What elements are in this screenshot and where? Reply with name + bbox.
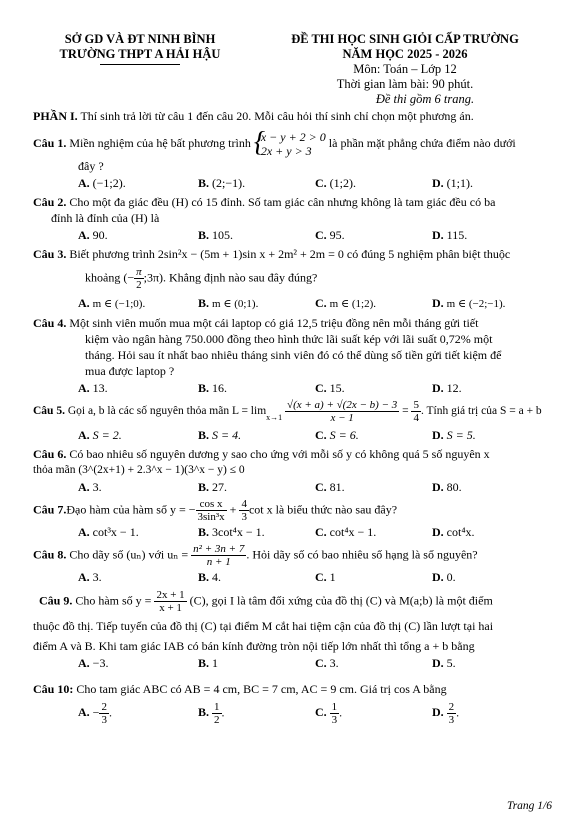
question-3 — [33, 246, 555, 312]
option-text: (1;1). — [446, 176, 473, 190]
fraction-numerator: 2 — [448, 701, 455, 714]
question-10-label: Câu 10: — [33, 682, 74, 697]
option-text: 1 — [212, 656, 219, 671]
inequality-system — [253, 127, 326, 158]
option-label: B. — [198, 570, 210, 585]
option-text: 105. — [212, 228, 234, 242]
option-label: C. — [315, 656, 327, 671]
option-b[interactable] — [198, 569, 315, 585]
option-c[interactable] — [315, 569, 432, 585]
option-text: 3cot⁴x − 1. — [212, 525, 265, 540]
option-label: D. — [432, 705, 444, 720]
option-label: D. — [432, 381, 444, 395]
question-4-stem — [33, 315, 555, 331]
question-7 — [33, 498, 555, 540]
fraction-denominator: 3 — [101, 714, 107, 727]
question-5-text: Gọi a, b là các số nguyên thỏa mãn L = lim — [64, 405, 267, 418]
question-2 — [33, 194, 555, 243]
question-3-question: . Khẳng định nào sau đây đúng? — [163, 270, 318, 285]
option-label: B. — [198, 480, 210, 495]
question-1 — [33, 127, 555, 191]
function-fraction — [154, 589, 186, 614]
option-text: 12. — [446, 381, 462, 395]
option-label: B. — [198, 705, 210, 720]
option-text: (2;−1). — [212, 176, 246, 190]
question-9-text-3: điểm A và B. Khi tam giác IAB có bán kính đường tròn nội tiếp lớn nhất thì tổng a + b bằng — [33, 639, 475, 654]
option-label: C. — [315, 428, 327, 443]
interval-intro: khoảng — [85, 270, 124, 285]
option-text: m ∈ (1;2). — [329, 298, 377, 310]
question-9-options — [33, 655, 555, 671]
option-a[interactable] — [33, 175, 198, 191]
option-label: A. — [78, 428, 90, 443]
option-text: cot⁴x. — [446, 525, 475, 540]
question-6-stem — [33, 446, 555, 462]
question-6-text: Có bao nhiêu số nguyên dương y sao cho ứng với mỗi số y có không quá 5 số nguyên x — [66, 447, 490, 462]
option-text: S = 5. — [446, 428, 476, 443]
option-text: 95. — [329, 228, 345, 242]
limit-fraction — [285, 399, 399, 424]
option-label: D. — [432, 570, 444, 585]
option-label: D. — [432, 525, 444, 540]
option-a[interactable] — [33, 227, 198, 243]
option-d[interactable] — [432, 175, 542, 191]
fraction-numerator: 1 — [331, 701, 338, 714]
option-text: 80. — [446, 480, 462, 495]
question-10-stem — [33, 681, 555, 697]
question-5-stem — [33, 399, 555, 426]
question-3-options — [33, 295, 555, 312]
option-label: B. — [198, 428, 210, 443]
fraction-numerator: 2x + 1 — [156, 589, 185, 602]
question-7-text: Đạo hàm của hàm số y = − — [66, 502, 196, 517]
question-6 — [33, 446, 555, 495]
question-9-text-2: thuộc đồ thị. Tiếp tuyến của đồ thị (C) tại điểm M cắt hai tiệm cận của đồ thị (C) lần lượt tại hai — [33, 619, 494, 634]
fraction-numerator: 2 — [101, 701, 107, 714]
option-c[interactable] — [315, 380, 432, 396]
part1-label: PHẦN I. — [33, 109, 78, 123]
option-label: A. — [78, 480, 90, 495]
option-text: S = 4. — [212, 428, 242, 443]
question-4-label: Câu 4. — [33, 316, 67, 330]
option-label: C. — [315, 228, 327, 242]
option-label: B. — [198, 176, 210, 190]
question-7-label: Câu 7. — [33, 502, 67, 517]
fraction-numerator: 5 — [413, 399, 419, 411]
option-d[interactable] — [432, 569, 542, 585]
option-text: m ∈ (−2;−1). — [446, 298, 506, 310]
question-6-label: Câu 6. — [33, 447, 67, 462]
option-text: 1 — [329, 570, 336, 585]
option-label: B. — [198, 228, 210, 242]
option-label: A. — [78, 176, 90, 190]
question-3-stem — [33, 246, 555, 262]
option-label: C. — [315, 525, 327, 540]
fraction-numerator: π — [136, 266, 142, 278]
question-9-label: Câu 9. — [39, 593, 73, 608]
exam-content — [33, 108, 555, 729]
option-label: A. — [78, 525, 90, 540]
inequality-2: 2x + y > 3 — [260, 144, 312, 158]
school-name: TRƯỜNG THPT A HẢI HẬU — [59, 47, 221, 61]
question-7-stem — [33, 498, 555, 523]
part1-text: Thí sinh trả lời từ câu 1 đến câu 20. Mỗi câu hỏi thí sinh chỉ chọn một phương án. — [77, 109, 474, 123]
option-b[interactable]: B. $\frac{1}{2}$ . — [198, 701, 225, 727]
option-d[interactable] — [432, 380, 542, 396]
fraction-numerator: n² + 3n + 7 — [193, 543, 245, 556]
question-8-label: Câu 8. — [33, 547, 67, 562]
fraction-denominator: 3 — [448, 714, 455, 727]
option-label: A. — [78, 705, 90, 720]
question-4-text: Một sinh viên muốn mua một cái laptop có giá 12,5 triệu đồng nên mỗi tháng gửi tiết — [66, 316, 479, 330]
question-1-text-end: đây ? — [78, 159, 104, 173]
option-d[interactable] — [432, 227, 542, 243]
question-9-text: Cho hàm số y = — [72, 593, 155, 608]
option-sign: − — [92, 705, 100, 720]
question-1-stem — [33, 127, 555, 158]
part1-instruction — [33, 108, 555, 124]
option-label: B. — [198, 296, 210, 310]
question-4-options — [33, 380, 555, 396]
fraction-denominator: 3 — [331, 714, 338, 727]
question-8-text: Cho dãy số (uₙ) với uₙ = — [66, 547, 192, 562]
option-label: D. — [432, 296, 444, 310]
option-label: A. — [78, 228, 90, 242]
option-label: B. — [198, 381, 210, 395]
option-label: D. — [432, 428, 444, 443]
option-text: 115. — [446, 228, 468, 242]
question-2-label: Câu 2. — [33, 195, 67, 209]
question-2-stem — [33, 194, 555, 210]
option-label: C. — [315, 480, 327, 495]
option-label: D. — [432, 176, 444, 190]
question-4-text-3: tháng. Hỏi sau ít nhất bao nhiêu tháng sinh viên đó có thể dùng số tiền gửi tiết kiệm để — [85, 348, 502, 362]
option-a[interactable] — [33, 655, 198, 671]
option-b[interactable] — [198, 427, 315, 443]
option-text: S = 2. — [92, 428, 122, 443]
department-name: SỞ GD VÀ ĐT NINH BÌNH — [64, 32, 216, 46]
question-8 — [33, 543, 555, 585]
option-fraction — [99, 701, 109, 726]
limit-subscript: x→1 — [266, 413, 283, 423]
option-text: 5. — [446, 656, 456, 671]
option-label: C. — [315, 705, 327, 720]
question-8-question: . Hỏi dãy số có bao nhiêu số hạng là số nguyên? — [246, 547, 478, 562]
option-c[interactable]: C. $\frac{1}{3}$ . — [315, 701, 343, 727]
option-text: 0. — [446, 570, 456, 585]
option-d[interactable] — [432, 524, 542, 540]
question-10-text: Cho tam giác ABC có AB = 4 cm, BC = 7 cm, AC = 9 cm. Giá trị cos A bằng — [73, 682, 447, 697]
question-6-condition: thỏa mãn (3^(2x+1) + 2.3^x − 1)(3^x − y) ≤ 0 — [33, 464, 245, 477]
question-3-text: Biết phương trình 2sin²x − (5m + 1)sin x + 2m² + 2m = 0 có đúng 5 nghiệm phân biệt thuộc — [66, 247, 511, 261]
question-6-options — [33, 479, 555, 495]
option-label: C. — [315, 296, 327, 310]
question-1-options — [33, 175, 555, 191]
question-2-options — [33, 227, 555, 243]
brace-icon: { — [253, 127, 266, 158]
exam-subject: Môn: Toán – Lớp 12 — [353, 62, 457, 76]
five-fourths-fraction — [411, 399, 421, 424]
header-rule-left — [100, 64, 180, 65]
four-thirds-fraction — [239, 498, 249, 523]
option-text: cot³x − 1. — [92, 525, 139, 540]
option-label: A. — [78, 656, 90, 671]
fraction-denominator: 4 — [413, 412, 419, 424]
option-b[interactable] — [198, 380, 315, 396]
option-a[interactable] — [33, 427, 198, 443]
question-8-options — [33, 569, 555, 585]
option-label: D. — [432, 480, 444, 495]
option-fraction — [447, 701, 457, 726]
option-a[interactable] — [33, 569, 198, 585]
option-c[interactable] — [315, 479, 432, 495]
option-c[interactable] — [315, 175, 432, 191]
option-text: 15. — [329, 381, 345, 395]
question-4-text-4: mua được laptop ? — [85, 364, 175, 378]
question-7-options — [33, 524, 555, 540]
option-label: D. — [432, 228, 444, 242]
question-1-text-cont: là phần mặt phẳng chứa điểm nào dưới — [325, 135, 516, 150]
fraction-denominator: 2 — [136, 279, 142, 291]
question-10 — [33, 681, 555, 726]
option-text: 13. — [92, 381, 108, 395]
option-text: 16. — [212, 381, 228, 395]
question-9-stem — [33, 589, 555, 614]
option-text: m ∈ (0;1). — [212, 298, 259, 310]
option-label: C. — [315, 176, 327, 190]
exam-pages: Đề thi gồm 6 trang. — [375, 92, 475, 106]
option-label: A. — [78, 381, 90, 395]
interval-open: (− — [123, 270, 135, 285]
option-text: (−1;2). — [92, 176, 126, 190]
fraction-denominator: x + 1 — [159, 602, 182, 615]
option-d[interactable] — [432, 295, 542, 312]
option-d[interactable] — [432, 655, 542, 671]
option-text: 81. — [329, 480, 345, 495]
question-7-question: cot x là biểu thức nào sau đây? — [248, 502, 398, 517]
option-text: −3. — [92, 656, 109, 671]
question-1-text: Miền nghiệm của hệ bất phương trình — [66, 135, 254, 150]
option-b[interactable] — [198, 227, 315, 243]
fraction-numerator: √(x + a) + √(2x − b) − 3 — [287, 399, 398, 411]
question-8-stem — [33, 543, 555, 568]
exam-title: ĐỀ THI HỌC SINH GIỎI CẤP TRƯỜNG — [291, 32, 519, 46]
cos-over-sin-fraction — [196, 498, 227, 523]
interval-close: ;3π) — [143, 270, 163, 285]
option-text: S = 6. — [329, 428, 359, 443]
option-c[interactable] — [315, 427, 432, 443]
option-text: 4. — [212, 570, 222, 585]
fraction-numerator: 4 — [241, 498, 247, 511]
option-label: B. — [198, 525, 210, 540]
option-text: (1;2). — [329, 176, 356, 190]
school-header — [40, 32, 240, 62]
question-1-label: Câu 1. — [33, 135, 67, 150]
option-text: 3. — [92, 570, 102, 585]
question-9-text-cont: (C), gọi I là tâm đối xứng của đồ thị (C) và M(a;b) là một điểm — [186, 593, 493, 608]
option-b[interactable] — [198, 655, 315, 671]
fraction-denominator: 2 — [214, 714, 220, 727]
question-5-label: Câu 5. — [33, 405, 65, 418]
option-c[interactable] — [315, 227, 432, 243]
option-text: 3. — [92, 480, 102, 495]
page-number: Trang 1/6 — [506, 800, 552, 812]
sequence-fraction — [191, 543, 246, 568]
question-9 — [33, 589, 555, 671]
question-5 — [33, 399, 555, 443]
option-text: 90. — [92, 228, 108, 242]
question-5-options — [33, 427, 555, 443]
option-label: C. — [315, 570, 327, 585]
option-a[interactable] — [33, 295, 198, 312]
option-label: C. — [315, 381, 327, 395]
fraction-numerator: cos x — [196, 498, 227, 511]
question-3-text-cont — [33, 266, 555, 291]
option-label: A. — [78, 296, 90, 310]
option-c[interactable] — [315, 655, 432, 671]
question-4-text-2: kiệm vào ngân hàng 750.000 đồng theo hình thức lãi suất kép với lãi suất 0,72% một — [85, 332, 493, 346]
option-a[interactable] — [33, 479, 198, 495]
option-text: cot⁴x − 1. — [329, 525, 377, 540]
option-text: 3. — [329, 656, 339, 671]
option-d[interactable]: D. $\frac{2}{3}$ . — [432, 701, 460, 727]
fraction-denominator: x − 1 — [330, 412, 354, 424]
plus-sign: + — [226, 502, 240, 517]
option-label: A. — [78, 570, 90, 585]
option-fraction — [212, 701, 222, 726]
pi-over-two-fraction — [134, 266, 144, 291]
option-d[interactable] — [432, 479, 542, 495]
inequality-1: x − y + 2 > 0 — [260, 130, 326, 144]
question-10-options — [33, 701, 555, 726]
option-label: B. — [198, 656, 210, 671]
option-b[interactable] — [198, 479, 315, 495]
option-b[interactable] — [198, 175, 315, 191]
question-5-question: . Tính giá trị của S = a + b — [420, 405, 542, 418]
option-a[interactable] — [33, 524, 198, 540]
fraction-numerator: 1 — [214, 701, 220, 714]
option-a[interactable]: A. − $\frac{2}{3}$ . — [78, 701, 112, 727]
option-c[interactable] — [315, 295, 432, 312]
option-b[interactable] — [198, 524, 315, 540]
option-label: D. — [432, 656, 444, 671]
school-year: NĂM HỌC 2025 - 2026 — [342, 47, 468, 61]
option-text: 27. — [212, 480, 228, 495]
fraction-denominator: 3 — [241, 511, 247, 524]
question-4 — [33, 315, 555, 396]
fraction-denominator: 3sin³x — [197, 511, 225, 524]
question-2-text-cont: đỉnh là đỉnh của (H) là — [51, 211, 160, 225]
option-d[interactable] — [432, 427, 542, 443]
question-3-label: Câu 3. — [33, 247, 67, 261]
equals-sign: = — [399, 405, 412, 418]
option-a[interactable] — [33, 380, 198, 396]
question-2-text: Cho một đa giác đều (H) có 15 đỉnh. Số tam giác cân nhưng không là tam giác đều có ba — [66, 195, 496, 209]
fraction-denominator: n + 1 — [206, 556, 231, 569]
option-text: m ∈ (−1;0). — [92, 298, 146, 310]
option-c[interactable] — [315, 524, 432, 540]
option-fraction — [330, 701, 340, 726]
exam-header — [270, 32, 540, 107]
option-b[interactable] — [198, 295, 315, 312]
exam-time: Thời gian làm bài: 90 phút. — [336, 77, 474, 91]
